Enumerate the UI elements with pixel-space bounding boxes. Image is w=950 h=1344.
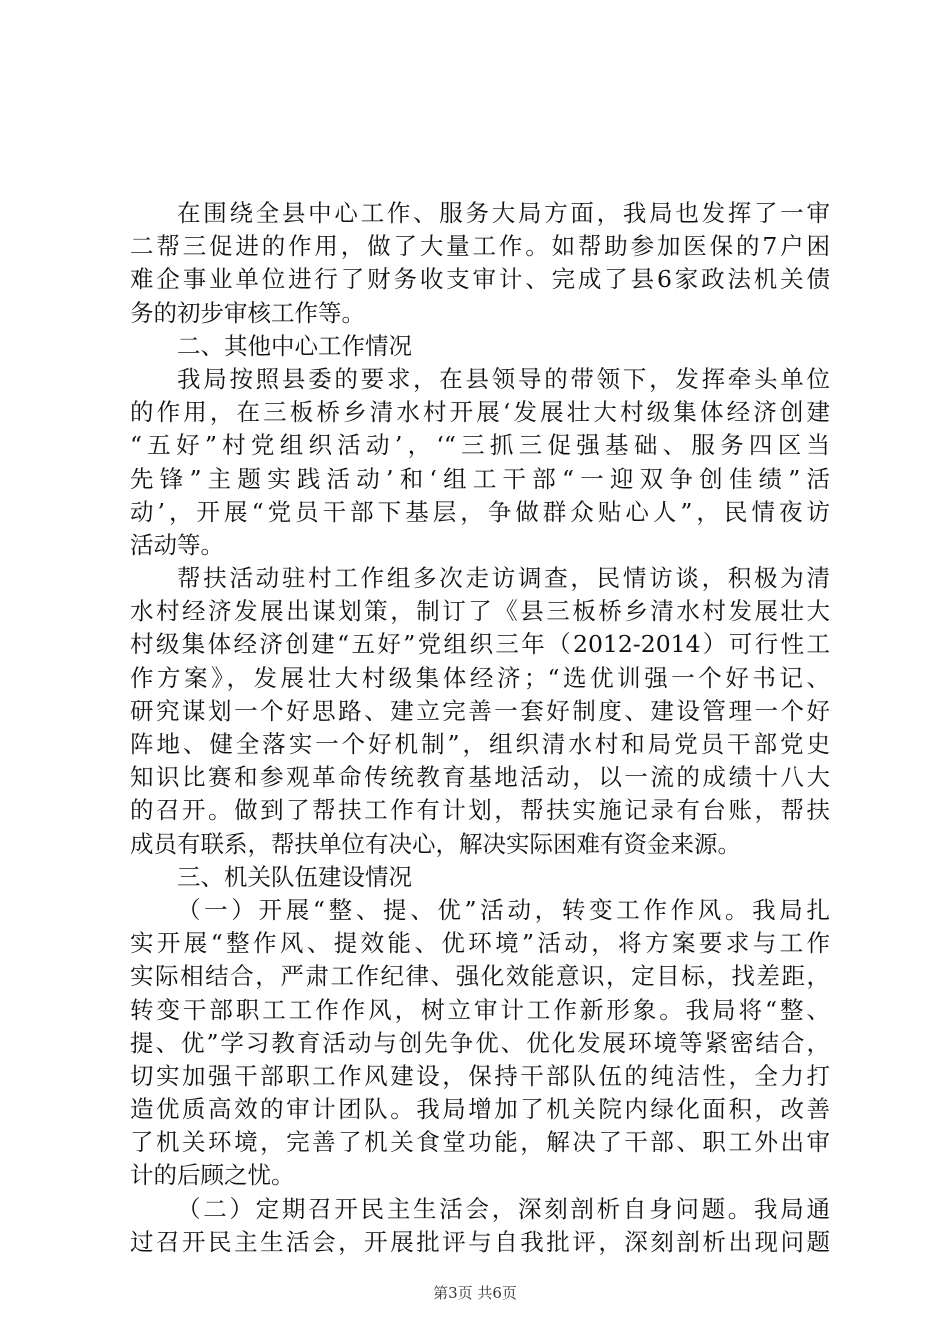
text-line: 的召开。做到了帮扶工作有计划，帮扶实施记录有台账，帮扶 (130, 796, 830, 825)
text-line: 造优质高效的审计团队。我局增加了机关院内绿化面积，改善 (130, 1095, 830, 1124)
text-line: 计的后顾之忧。 (130, 1161, 295, 1190)
text-line: 过召开民主生活会，开展批评与自我批评，深刻剖析出现问题 (130, 1227, 830, 1256)
paragraph (130, 894, 830, 1193)
text-line: 二帮三促进的作用，做了大量工作。如帮助参加医保的7户困 (130, 232, 830, 261)
text-line: 知识比赛和参观革命传统教育基地活动，以一流的成绩十八大 (130, 763, 830, 792)
text-line: 了机关环境，完善了机关食堂功能，解决了干部、职工外出审 (130, 1128, 830, 1157)
text-line: 在围绕全县中心工作、服务大局方面，我局也发挥了一审 (177, 199, 830, 227)
text-line: 实开展“整作风、提效能、优环境”活动，将方案要求与工作 (130, 929, 830, 958)
text-line: 动’，开展“党员干部下基层，争做群众贴心人”，民情夜访 (130, 497, 830, 526)
paragraph (130, 562, 830, 861)
text-line: 帮扶活动驻村工作组多次走访调查，民情访谈，积极为清 (177, 564, 830, 593)
text-line: （一）开展“整、提、优”活动，转变工作作风。我局扎 (177, 895, 830, 924)
text-line: 活动等。 (130, 530, 224, 559)
text-line: “五好”村党组织活动’，‘“三抓三促强基础、服务四区当 (130, 431, 830, 460)
document-body (130, 197, 830, 1259)
text-line: 实际相结合，严肃工作纪律、强化效能意识，定目标，找差距， (130, 962, 830, 991)
text-line: 难企事业单位进行了财务收支审计、完成了县6家政法机关债 (130, 265, 830, 294)
paragraph (130, 1193, 830, 1259)
text-line: 的作用，在三板桥乡清水村开展‘发展壮大村级集体经济创建 (130, 398, 830, 427)
paragraph (130, 197, 830, 330)
text-line: 切实加强干部职工作风建设，保持干部队伍的纯洁性，全力打 (130, 1061, 830, 1090)
section-heading: 三、机关队伍建设情况 (177, 862, 412, 891)
text-line: 研究谋划一个好思路、建立完善一套好制度、建设管理一个好 (130, 696, 830, 725)
text-line: 水村经济发展出谋划策，制订了《县三板桥乡清水村发展壮大 (130, 597, 830, 626)
section-heading: 二、其他中心工作情况 (177, 331, 412, 360)
text-line: 村级集体经济创建“五好”党组织三年（2012-2014）可行性工 (130, 630, 830, 659)
text-line: 作方案》，发展壮大村级集体经济；“选优训强一个好书记、 (130, 663, 830, 692)
page-footer: 第3页 共6页 (433, 1284, 517, 1302)
paragraph (130, 363, 830, 562)
text-line: 阵地、健全落实一个好机制”，组织清水村和局党员干部党史 (130, 730, 830, 758)
text-line: 提、优”学习教育活动与创先争优、优化发展环境等紧密结合， (130, 1028, 830, 1057)
text-line: 务的初步审核工作等。 (130, 298, 365, 327)
text-line: （二）定期召开民主生活会，深刻剖析自身问题。我局通 (177, 1194, 830, 1223)
text-line: 转变干部职工工作作风，树立审计工作新形象。我局将“整、 (130, 995, 830, 1024)
text-line: 成员有联系，帮扶单位有决心，解决实际困难有资金来源。 (130, 829, 741, 858)
text-line: 先锋”主题实践活动’和‘组工干部“一迎双争创佳绩”活 (130, 464, 830, 493)
text-line: 我局按照县委的要求，在县领导的带领下，发挥牵头单位 (177, 364, 830, 393)
